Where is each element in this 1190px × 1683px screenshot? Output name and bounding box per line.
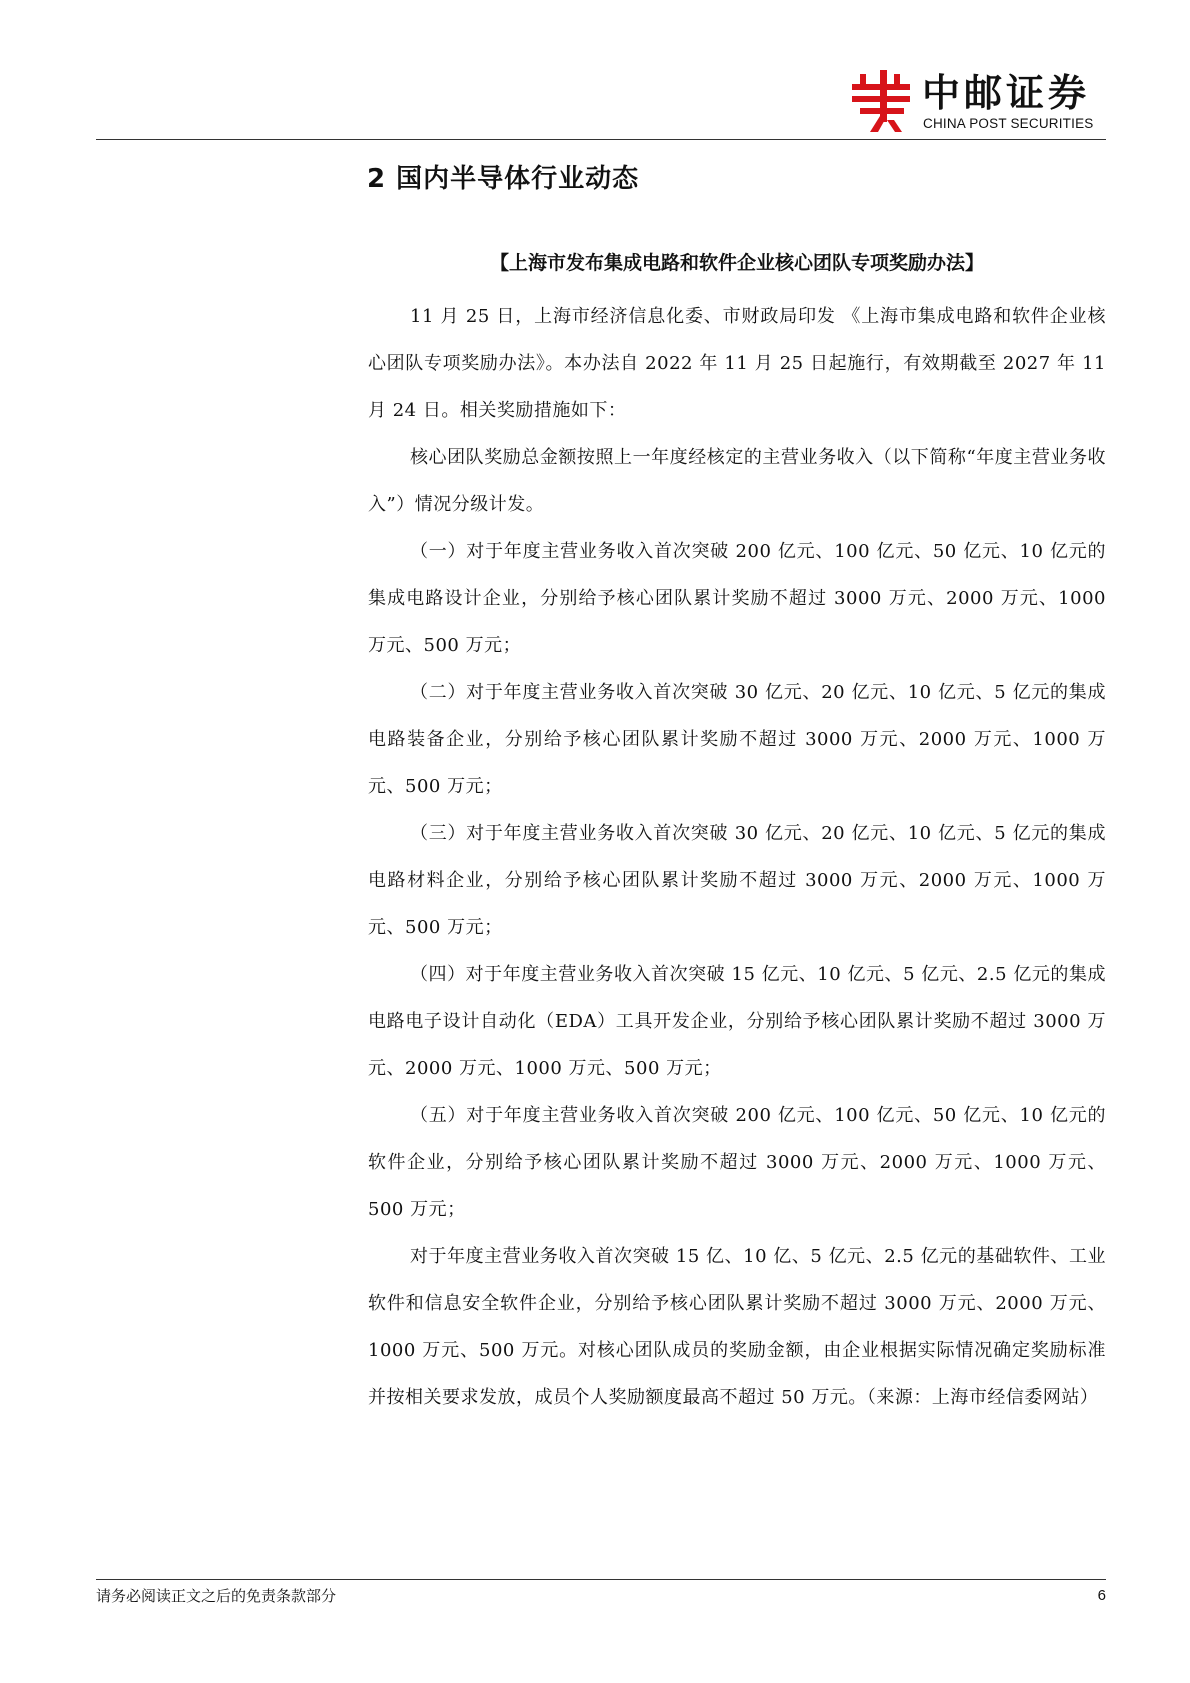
- article-paragraph: （五）对于年度主营业务收入首次突破 200 亿元、100 亿元、50 亿元、10 亿元的软件企业，分别给予核心团队累计奖励不超过 3000 万元、2000 万元、1000 万元、500 万元；: [368, 1105, 1106, 1220]
- brand-name-cn: 中邮证券: [922, 71, 1091, 115]
- article-paragraph: （三）对于年度主营业务收入首次突破 30 亿元、20 亿元、10 亿元、5 亿元的集成电路材料企业，分别给予核心团队累计奖励不超过 3000 万元、2000 万元、1000 万元、500 万元；: [368, 823, 1106, 938]
- article-paragraph: （四）对于年度主营业务收入首次突破 15 亿元、10 亿元、5 亿元、2.5 亿元的集成电路电子设计自动化（EDA）工具开发企业，分别给予核心团队累计奖励不超过 3000 万元、2000 万元、1000 万元、500 万元；: [368, 964, 1106, 1079]
- article-paragraph: （二）对于年度主营业务收入首次突破 30 亿元、20 亿元、10 亿元、5 亿元的集成电路装备企业，分别给予核心团队累计奖励不超过 3000 万元、2000 万元、1000 万元、500 万元；: [368, 682, 1106, 797]
- brand-name-en: CHINA POST SECURITIES: [923, 116, 1094, 131]
- article-paragraph: 11 月 25 日，上海市经济信息化委、市财政局印发 《上海市集成电路和软件企业核心团队专项奖励办法》。本办法自 2022 年 11 月 25 日起施行，有效期截至 2027 年 11 月 24 日。相关奖励措施如下：: [368, 306, 1106, 421]
- footer-divider: [96, 1579, 1106, 1580]
- page-number: 6: [1097, 1587, 1106, 1604]
- footer-disclaimer: 请务必阅读正文之后的免责条款部分: [96, 1587, 337, 1605]
- china-post-logo-icon: [850, 70, 914, 134]
- section-title: 2 国内半导体行业动态: [367, 164, 640, 194]
- page-header: [0, 0, 1190, 140]
- article-paragraph: 对于年度主营业务收入首次突破 15 亿、10 亿、5 亿元、2.5 亿元的基础软件、工业软件和信息安全软件企业，分别给予核心团队累计奖励不超过 3000 万元、2000 万元、1000 万元、500 万元。对核心团队成员的奖励金额，由企业根据实际情况确定奖励标准并按相关要求发放，成员个人奖励额度最高不超过 50 万元。（来源：上海市经信委网站）: [368, 1246, 1106, 1408]
- news-headline: 【上海市发布集成电路和软件企业核心团队专项奖励办法】: [489, 252, 984, 274]
- article-body: [368, 245, 1106, 1421]
- article-paragraph: （一）对于年度主营业务收入首次突破 200 亿元、100 亿元、50 亿元、10 亿元的集成电路设计企业，分别给予核心团队累计奖励不超过 3000 万元、2000 万元、1000 万元、500 万元；: [368, 541, 1106, 656]
- header-divider: [96, 139, 1106, 140]
- article-paragraph: 核心团队奖励总金额按照上一年度经核定的主营业务收入（以下简称“年度主营业务收入”）情况分级计发。: [368, 447, 1106, 515]
